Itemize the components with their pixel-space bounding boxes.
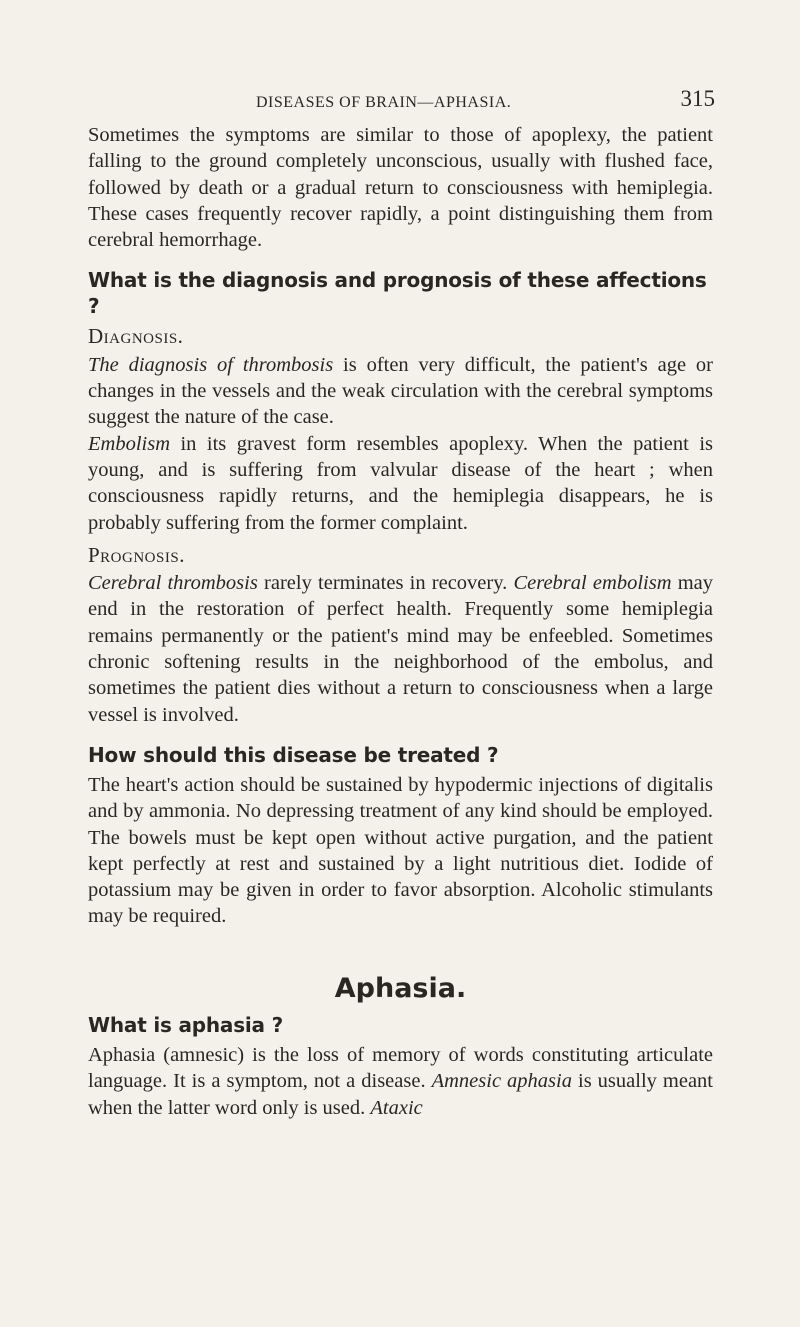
text-diagnosis-thrombosis: is often very difficult, the patient's age or changes in the vessels and the weak circulation with the cerebral symptoms suggest the nature of the case.	[88, 353, 713, 429]
page-body	[88, 122, 713, 1121]
emphasis-diagnosis-thrombosis: The diagnosis of thrombosis	[88, 353, 334, 376]
paragraph-aphasia-definition	[88, 1042, 713, 1121]
page-header	[60, 86, 715, 126]
running-head: DISEASES OF BRAIN—APHASIA.	[256, 94, 512, 111]
emphasis-amnesic-aphasia: Amnesic aphasia	[431, 1070, 572, 1093]
page-number: 315	[680, 86, 715, 111]
paragraph-prognosis	[88, 570, 713, 728]
emphasis-ataxic: Ataxic	[370, 1096, 423, 1119]
question-diagnosis-prognosis: What is the diagnosis and prognosis of these affections ?	[88, 268, 707, 319]
emphasis-embolism: Embolism	[88, 432, 170, 455]
paragraph-diagnosis-thrombosis	[88, 352, 713, 431]
question-what-is-aphasia: What is aphasia ?	[88, 1013, 284, 1038]
paragraph-diagnosis-embolism	[88, 431, 713, 536]
paragraph-treatment: The heart's action should be sustained by hypodermic injections of digitalis and by ammonia. No depressing treatment of any kind should be employed. The bowels must be kept open without active purgation, and the patient kept perfectly at rest and sustained by a light nutritious diet. Iodide of potassium may be given in order to favor absorption. Alcoholic stimulants may be required.	[88, 773, 713, 928]
text-prognosis-mid: rarely terminates in recovery.	[257, 572, 514, 595]
text-prognosis-rest: may end in the restoration of perfect health. Frequently some hemiplegia remains permanently or the patient's mind may be enfeebled. Sometimes chronic softening results in the neighborhood of the embolus, and sometimes the patient dies without a return to consciousness when a large vessel is involved.	[88, 572, 714, 726]
emphasis-cerebral-embolism: Cerebral embolism	[513, 572, 672, 595]
emphasis-cerebral-thrombosis: Cerebral thrombosis	[88, 572, 258, 595]
text-embolism: in its gravest form resembles apoplexy. When the patient is young, and is suffering from valvular disease of the heart ; when consciousness rapidly returns, and the hemiplegia disappears, he is probably suffering from the former complaint.	[88, 432, 713, 534]
heading-diagnosis: Diagnosis.	[88, 324, 184, 349]
question-treatment: How should this disease be treated ?	[88, 742, 499, 767]
text-aphasia-mid: is usually meant when the latter word only is used.	[88, 1070, 714, 1119]
text-aphasia-start: Aphasia (amnesic) is the loss of memory of words constituting articulate language. It is a symptom, not a disease.	[88, 1044, 713, 1093]
heading-prognosis: Prognosis.	[88, 542, 185, 567]
section-title-aphasia: Aphasia.	[334, 972, 467, 1004]
paragraph-apoplexy-symptoms: Sometimes the symptoms are similar to those of apoplexy, the patient falling to the ground completely unconscious, usually with flushed face, followed by death or a gradual return to consciousness with hemiplegia. These cases frequently recover rapidly, a point distinguishing them from cerebral hemorrhage.	[88, 124, 713, 252]
